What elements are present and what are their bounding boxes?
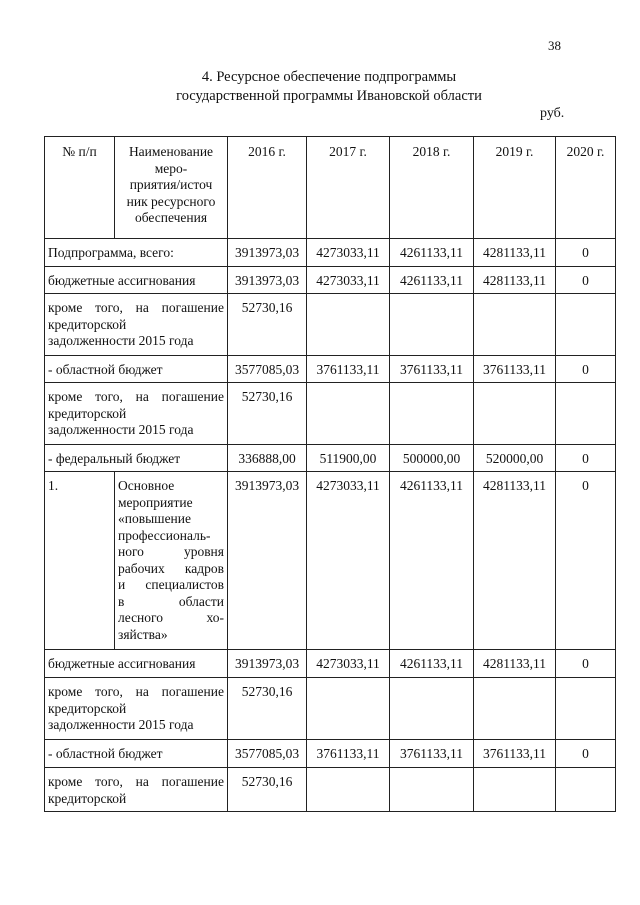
table-row: - областной бюджет 3577085,03 3761133,11 3761133,11 3761133,11 0 [45,356,616,383]
resource-table [44,136,616,812]
row-label: - федеральный бюджет [45,445,228,472]
row-label: кроме того, на погашение кредиторской задолженности 2015 года [45,294,228,356]
row-label: кроме того, на погашение кредиторской задолженности 2015 года [45,383,228,445]
table-row: кроме того, на погашение кредиторской задолженности 2015 года 52730,16 [45,678,616,740]
header-name: Наименование меро- приятия/источ ник ресурсного обеспечения [115,137,228,239]
row-label: - областной бюджет [45,356,228,383]
table-row: Подпрограмма, всего: 3913973,03 4273033,11 4261133,11 4281133,11 0 [45,239,616,267]
table-row: - федеральный бюджет 336888,00 511900,00 500000,00 520000,00 0 [45,445,616,472]
header-2017: 2017 г. [307,137,390,239]
table-row: кроме того, на погашение кредиторской задолженности 2015 года 52730,16 [45,383,616,445]
event-name: Основное мероприятие «повышение профессиональ- ного уровня рабочих кадров и специалистов в области лесного хо- зяйства» [115,472,228,650]
page-number: 38 [548,38,561,53]
header-2020: 2020 г. [556,137,616,239]
row-label: - областной бюджет [45,740,228,768]
table-row: кроме того, на погашение кредиторской задолженности 2015 года 52730,16 [45,294,616,356]
title-line-1: 4. Ресурсное обеспечение подпрограммы [201,69,457,85]
table-row: 1. Основное мероприятие «повышение профессиональ- ного уровня рабочих кадров и специалистов в области лесного хо- зяйства» 3913973,03 4273033,11 4261133,11 4281133,11 0 [45,472,616,650]
table-row: кроме того, на погашение кредиторской 52730,16 [45,768,616,812]
event-number: 1. [45,472,115,650]
title-line-2: государственной программы Ивановской области [176,88,482,104]
table-row: бюджетные ассигнования 3913973,03 4273033,11 4261133,11 4281133,11 0 [45,650,616,678]
row-label: Подпрограмма, всего: [45,239,228,267]
table-row: бюджетные ассигнования 3913973,03 4273033,11 4261133,11 4281133,11 0 [45,267,616,294]
section-title [0,68,640,106]
header-2019: 2019 г. [474,137,556,239]
row-label: кроме того, на погашение кредиторской [45,768,228,812]
table-row: - областной бюджет 3577085,03 3761133,11 3761133,11 3761133,11 0 [45,740,616,768]
row-label: бюджетные ассигнования [45,650,228,678]
header-2018: 2018 г. [390,137,474,239]
header-num: № п/п [45,137,115,239]
header-row [45,137,616,239]
row-label: кроме того, на погашение кредиторской задолженности 2015 года [45,678,228,740]
header-2016: 2016 г. [228,137,307,239]
row-label: бюджетные ассигнования [45,267,228,294]
currency-unit: руб. [540,106,565,121]
